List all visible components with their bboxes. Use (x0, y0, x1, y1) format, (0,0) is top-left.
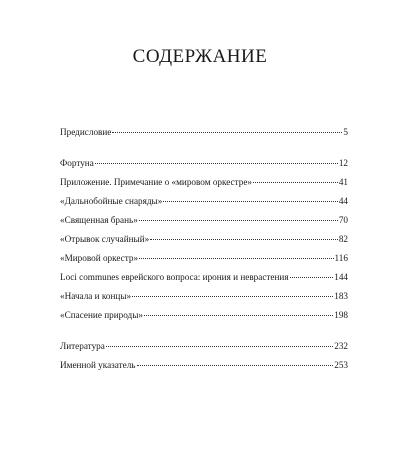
leader-dots (95, 162, 338, 164)
toc-entry-title: «Спасение природы» (60, 310, 143, 320)
toc-entry (60, 233, 348, 246)
leader-dots (137, 364, 334, 366)
leader-dots (290, 276, 334, 278)
toc-entry-page: 82 (338, 234, 348, 244)
toc-entry-page: 5 (343, 127, 348, 137)
toc-entry-page: 70 (338, 215, 348, 225)
toc-entry (60, 214, 348, 227)
toc-entry-page: 253 (334, 360, 348, 370)
page-title: СОДЕРЖАНИЕ (132, 46, 268, 67)
leader-dots (132, 295, 333, 297)
toc-entry (60, 252, 348, 265)
toc-entry-page: 44 (338, 196, 348, 206)
leader-dots (150, 238, 338, 240)
toc-entry-page: 183 (334, 291, 348, 301)
toc-entry (60, 176, 348, 189)
toc-entry (60, 126, 348, 139)
toc-entry-title: Литература (60, 341, 105, 351)
toc-entry (60, 309, 348, 322)
toc-entry (60, 340, 348, 353)
toc-entry-page: 41 (338, 177, 348, 187)
leader-dots (139, 257, 333, 259)
toc-entry-title: Фортуна (60, 158, 94, 168)
leader-dots (163, 200, 338, 202)
toc-entry-page: 198 (334, 310, 348, 320)
leader-dots (106, 345, 333, 347)
toc-entry-page: 144 (334, 272, 348, 282)
toc-entry-title: Loci communes еврейского вопроса: ирония и неврастения (60, 272, 289, 282)
leader-dots (112, 131, 342, 133)
toc-entry (60, 359, 348, 372)
toc-entry-title: Именной указатель (60, 360, 136, 370)
toc-entry (60, 271, 348, 284)
toc-entry (60, 157, 348, 170)
toc-entry-title: Приложение. Примечание о «мировом оркестре» (60, 177, 253, 187)
toc-entry-title: «Священная брань» (60, 215, 138, 225)
toc-entry-page: 116 (334, 253, 348, 263)
toc-entry-title: «Начала и концы» (60, 291, 132, 301)
leader-dots (139, 219, 338, 221)
toc-entry-title: Предисловие (60, 127, 112, 137)
toc-entry-title: «Отрывок случайный» (60, 234, 150, 244)
toc-entry (60, 195, 348, 208)
toc-entry (60, 290, 348, 303)
toc-entry-page: 232 (334, 341, 348, 351)
leader-dots (144, 314, 333, 316)
toc-entry-title: «Мировой оркестр» (60, 253, 139, 263)
toc-entry-page: 12 (338, 158, 348, 168)
leader-dots (253, 181, 338, 183)
toc-entry-title: «Дальнобойные снаряды» (60, 196, 163, 206)
